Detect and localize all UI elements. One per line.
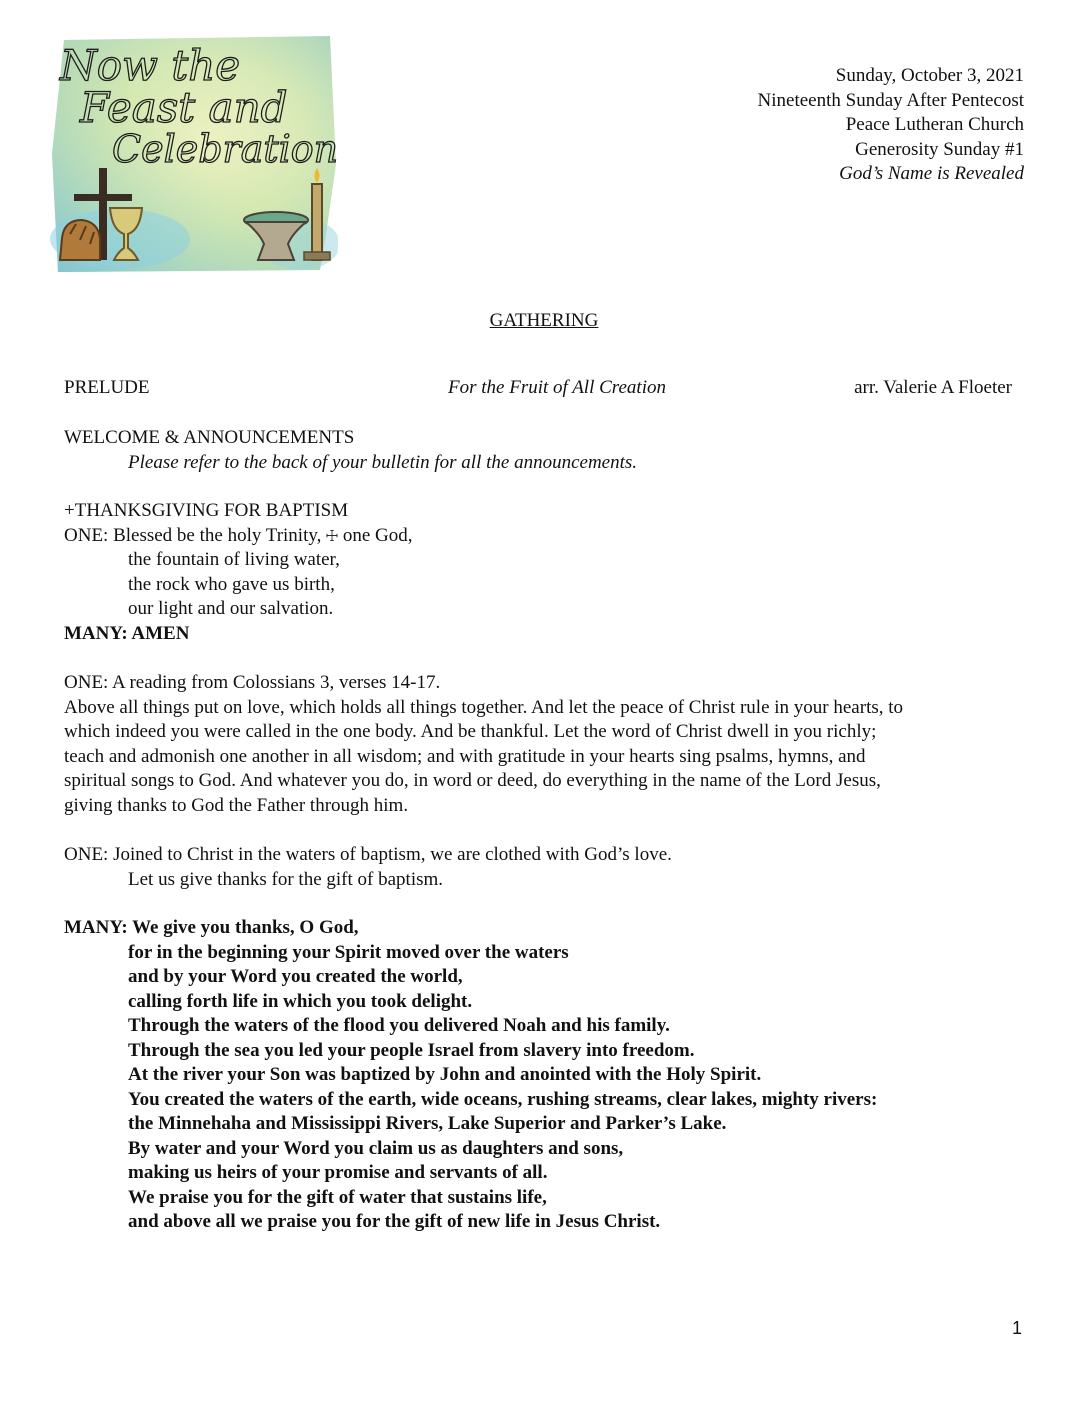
service-info	[758, 64, 1024, 187]
prayer-line: Through the waters of the flood you delivered Noah and his family.	[128, 1015, 670, 1036]
section-title: GATHERING	[489, 310, 599, 331]
one-text-a: ONE: Blessed be the holy Trinity,	[64, 524, 322, 546]
thanksgiving-line: the rock who gave us birth,	[128, 573, 335, 595]
prayer-first: MANY: We give you thanks, O God,	[64, 917, 359, 938]
reading-line: teach and admonish one another in all wisdom; and with gratitude in your hearts sing psalms, hymns, and	[64, 745, 866, 767]
logo-line-3: Celebration	[112, 127, 338, 171]
prayer-line: We praise you for the gift of water that sustains life,	[128, 1186, 547, 1208]
joined-line-1: ONE: Joined to Christ in the waters of baptism, we are clothed with God’s love.	[64, 844, 672, 865]
service-date: Sunday, October 3, 2021	[835, 65, 1024, 86]
logo-line-2: Feast and	[80, 83, 288, 132]
series-name: Generosity Sunday #1	[855, 138, 1024, 160]
welcome-heading: WELCOME & ANNOUNCEMENTS	[64, 427, 355, 448]
prayer-line: Through the sea you led your people Israel from slavery into freedom.	[128, 1039, 695, 1061]
prayer-line: making us heirs of your promise and servants of all.	[128, 1162, 548, 1183]
logo-line-1: Now the	[60, 41, 241, 90]
many-amen: MANY: AMEN	[64, 622, 190, 644]
one-text-b: one God,	[342, 524, 413, 546]
prayer-line: and above all we praise you for the gift of new life in Jesus Christ.	[128, 1211, 661, 1232]
prayer-line: At the river your Son was baptized by John and anointed with the Holy Spirit.	[128, 1064, 762, 1085]
prelude-piece: For the Fruit of All Creation	[448, 377, 666, 398]
reading-line: spiritual songs to God. And whatever you do, in word or deed, do everything in the name of the Lord Jesus,	[64, 770, 881, 791]
welcome-note: Please refer to the back of your bulletin for all the announcements.	[128, 451, 638, 473]
prayer-section	[64, 916, 1024, 1235]
thanksgiving-line: the fountain of living water,	[128, 549, 340, 570]
reading-intro: ONE: A reading from Colossians 3, verses 14-17.	[64, 672, 441, 693]
prayer-line: You created the waters of the earth, wide oceans, rushing streams, clear lakes, mighty rivers:	[128, 1088, 878, 1110]
prelude-row	[64, 377, 1012, 403]
prayer-line: and by your Word you created the world,	[128, 966, 463, 987]
reading-line: which indeed you were called in the one body. And be thankful. Let the word of Christ dwell in you richly;	[64, 721, 877, 742]
thanksgiving-one	[64, 524, 1024, 549]
joined-line-2: Let us give thanks for the gift of baptism.	[128, 868, 444, 890]
welcome-section	[64, 426, 1024, 475]
prayer-line: By water and your Word you claim us as daughters and sons,	[128, 1137, 624, 1159]
thanksgiving-line: our light and our salvation.	[128, 598, 334, 619]
thanksgiving-section	[64, 499, 1024, 646]
prayer-line: the Minnehaha and Mississippi Rivers, Lake Superior and Parker’s Lake.	[128, 1113, 727, 1134]
joined-section	[64, 843, 1024, 892]
reading-line: giving thanks to God the Father through him.	[64, 794, 409, 816]
reading-section	[64, 671, 1024, 818]
church-name: Peace Lutheran Church	[845, 114, 1024, 135]
prayer-line: calling forth life in which you took delight.	[128, 990, 473, 1012]
thanksgiving-heading: +THANKSGIVING FOR BAPTISM	[64, 500, 349, 521]
prelude-arranger: arr. Valerie A Floeter	[854, 377, 1012, 398]
cross-icon: ☩	[325, 526, 339, 545]
prayer-line: for in the beginning your Spirit moved over the waters	[128, 941, 569, 963]
reading-line: Above all things put on love, which holds all things together. And let the peace of Christ rule in your hearts, to	[64, 696, 904, 718]
service-theme: God’s Name is Revealed	[839, 163, 1024, 184]
celebration-logo	[50, 34, 338, 274]
service-occasion: Nineteenth Sunday After Pentecost	[757, 89, 1024, 111]
page-number: 1	[1011, 1318, 1022, 1338]
prelude-label: PRELUDE	[64, 377, 150, 398]
